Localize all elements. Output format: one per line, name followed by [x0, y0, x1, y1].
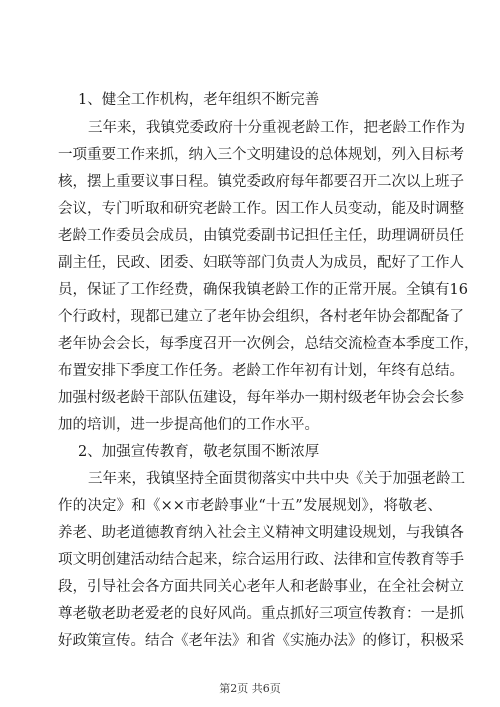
paragraph-line: 个行政村，现都已建立了老年协会组织，各村老年协会都配备了 — [58, 309, 464, 325]
page-number-footer: 第2页 共6页 — [219, 682, 281, 695]
paragraph-line: 一项重要工作来抓，纳入三个文明建设的总体规划，列入目标考 — [58, 147, 464, 163]
paragraph-line: 作的决定》和《××市老龄事业“十五”发展规划》，将敬老、 — [58, 498, 442, 514]
paragraph-line: 三年来，我镇党委政府十分重视老龄工作，把老龄工作作为 — [88, 120, 465, 136]
paragraph-line: 会议，专门听取和研究老龄工作。因工作人员变动，能及时调整 — [58, 201, 464, 217]
paragraph-line: 老龄工作委员会成员，由镇党委副书记担任主任，助理调研员任 — [58, 228, 464, 244]
paragraph-line: 好政策宣传。结合《老年法》和省《实施办法》的修订，积极采 — [58, 633, 464, 649]
paragraph-line: 副主任，民政、团委、妇联等部门负责人为成员，配好了工作人 — [58, 255, 464, 271]
paragraph-line: 员，保证了工作经费，确保我镇老龄工作的正常开展。全镇有16 — [58, 282, 468, 298]
paragraph-line: 尊老敬老助老爱老的良好风尚。重点抓好三项宣传教育：一是抓 — [58, 606, 464, 622]
paragraph-line: 老年协会会长，每季度召开一次例会，总结交流检查本季度工作， — [58, 336, 479, 352]
paragraph-line: 养老、助老道德教育纳入社会主义精神文明建设规划，与我镇各 — [58, 525, 464, 541]
paragraph-line: 布置安排下季度工作任务。老龄工作年初有计划，年终有总结。 — [58, 363, 464, 379]
section-heading-1: 1、健全工作机构，老年组织不断完善 — [78, 92, 320, 108]
paragraph-line: 段，引导社会各方面共同关心老年人和老龄事业，在全社会树立 — [58, 579, 464, 595]
paragraph-line: 项文明创建活动结合起来，综合运用行政、法律和宣传教育等手 — [58, 552, 464, 568]
paragraph-line: 加强村级老龄干部队伍建设，每年举办一期村级老年协会会长参 — [58, 390, 464, 406]
paragraph-line: 三年来，我镇坚持全面贯彻落实中共中央《关于加强老龄工 — [88, 471, 465, 487]
section-heading-2: 2、加强宣传教育，敬老氛围不断浓厚 — [78, 444, 320, 460]
paragraph-line: 加的培训，进一步提高他们的工作水平。 — [58, 417, 319, 433]
paragraph-line: 核，摆上重要议事日程。镇党委政府每年都要召开二次以上班子 — [58, 174, 464, 190]
